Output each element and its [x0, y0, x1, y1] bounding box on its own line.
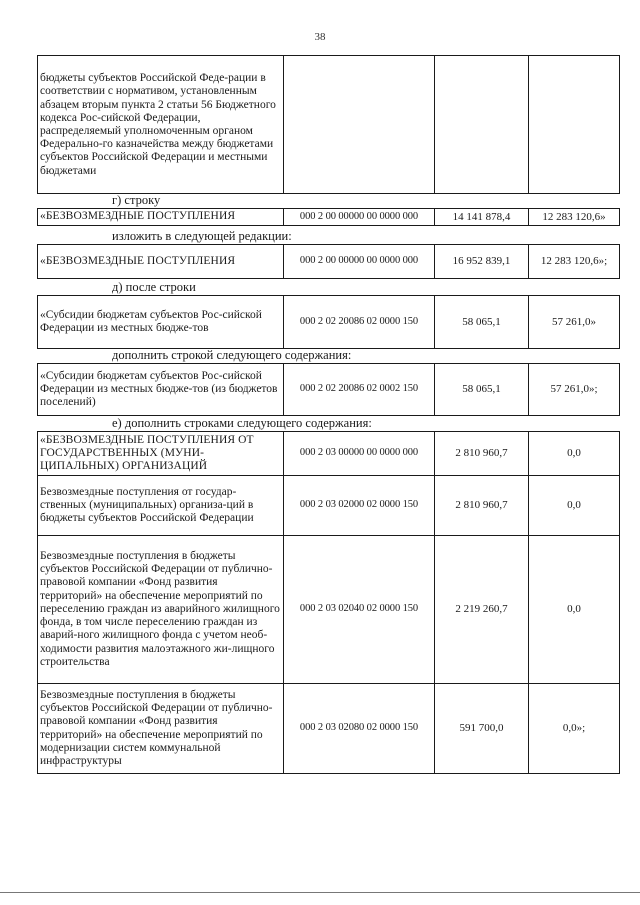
row-value-1: [435, 56, 529, 194]
table-row: [38, 245, 620, 279]
table-g-new: [37, 244, 620, 279]
table-block-g-new: [37, 244, 619, 279]
row-code: 000 2 00 00000 00 0000 000: [284, 245, 435, 279]
row-value-1: 58 065,1: [435, 364, 529, 416]
row-name: Безвозмездные поступления в бюджеты субъектов Российской Федерации от публично-правовой компании «Фонд развития территорий» на обеспечение мероприятий по модернизации систем коммунальной инфраструктуры: [38, 684, 284, 774]
row-code: 000 2 03 02040 02 0000 150: [284, 536, 435, 684]
row-value-2: 0,0: [529, 432, 620, 476]
row-name: Безвозмездные поступления от государ-ственных (муниципальных) организа-ций в бюджеты субъектов Российской Федерации: [38, 476, 284, 536]
row-value-2: 0,0»;: [529, 684, 620, 774]
row-code: 000 2 00 00000 00 0000 000: [284, 209, 435, 226]
row-value-2: 12 283 120,6»;: [529, 245, 620, 279]
table-block-d-new: [37, 363, 619, 416]
row-value-2: 0,0: [529, 536, 620, 684]
row-code: 000 2 03 00000 00 0000 000: [284, 432, 435, 476]
row-name: «Субсидии бюджетам субъектов Рос-сийской Федерации из местных бюдже-тов: [38, 296, 284, 349]
table-row: [38, 476, 620, 536]
table-g-old: [37, 208, 620, 226]
table-e: [37, 431, 620, 774]
table-d-new: [37, 363, 620, 416]
row-code: 000 2 03 02080 02 0000 150: [284, 684, 435, 774]
table-block-e: [37, 431, 619, 774]
row-value-2: [529, 56, 620, 194]
scan-bottom-edge: [0, 892, 640, 893]
row-value-1: 2 810 960,7: [435, 476, 529, 536]
table-top: [37, 55, 620, 194]
row-value-2: 12 283 120,6»: [529, 209, 620, 226]
row-value-1: 591 700,0: [435, 684, 529, 774]
row-value-2: 0,0: [529, 476, 620, 536]
row-value-1: 16 952 839,1: [435, 245, 529, 279]
table-block-d-after: [37, 295, 619, 349]
table-row: [38, 536, 620, 684]
row-value-2: 57 261,0»;: [529, 364, 620, 416]
row-name: «БЕЗВОЗМЕЗДНЫЕ ПОСТУПЛЕНИЯ: [38, 209, 284, 226]
table-row: [38, 432, 620, 476]
table-d-after: [37, 295, 620, 349]
row-value-1: 2 219 260,7: [435, 536, 529, 684]
row-code: 000 2 02 20086 02 0002 150: [284, 364, 435, 416]
instruction-e: е) дополнить строками следующего содержания:: [112, 416, 372, 430]
row-code: 000 2 02 20086 02 0000 150: [284, 296, 435, 349]
table-row: [38, 364, 620, 416]
row-value-1: 14 141 878,4: [435, 209, 529, 226]
instruction-d: д) после строки: [112, 280, 196, 294]
table-row: [38, 56, 620, 194]
row-value-1: 2 810 960,7: [435, 432, 529, 476]
row-code: [284, 56, 435, 194]
table-row: [38, 296, 620, 349]
table-block-g-old: [37, 208, 619, 226]
page-number: 38: [314, 31, 326, 43]
row-name: бюджеты субъектов Российской Феде-рации в соответствии с нормативом, установленным абзацем вторым пункта 2 статьи 56 Бюджетного кодекса Рос-сийской Федерации, распределяемый уполномоченным органом Федерально-го казначейства между бюджетами субъектов Российской Федерации и местными бюджетами: [38, 56, 284, 194]
row-name: Безвозмездные поступления в бюджеты субъектов Российской Федерации от публично-правовой компании «Фонд развития территорий» на обеспечение мероприятий по переселению граждан из аварийного жилищного фонда, в том числе переселению граждан из аварий-ного жилищного фонда с учетом необ-ходимости развития малоэтажного жи-лищного строительства: [38, 536, 284, 684]
table-row: [38, 209, 620, 226]
row-value-2: 57 261,0»: [529, 296, 620, 349]
row-value-1: 58 065,1: [435, 296, 529, 349]
row-name: «Субсидии бюджетам субъектов Рос-сийской Федерации из местных бюдже-тов (из бюджетов поселений): [38, 364, 284, 416]
instruction-g: г) строку: [112, 193, 161, 207]
row-code: 000 2 03 02000 02 0000 150: [284, 476, 435, 536]
table-block-top: [37, 55, 619, 194]
instruction-add-row: дополнить строкой следующего содержания:: [112, 348, 352, 362]
instruction-replace: изложить в следующей редакции:: [112, 229, 292, 243]
table-row: [38, 684, 620, 774]
row-name: «БЕЗВОЗМЕЗДНЫЕ ПОСТУПЛЕНИЯ ОТ ГОСУДАРСТВЕННЫХ (МУНИ-ЦИПАЛЬНЫХ) ОРГАНИЗАЦИЙ: [38, 432, 284, 476]
row-name: «БЕЗВОЗМЕЗДНЫЕ ПОСТУПЛЕНИЯ: [38, 245, 284, 279]
